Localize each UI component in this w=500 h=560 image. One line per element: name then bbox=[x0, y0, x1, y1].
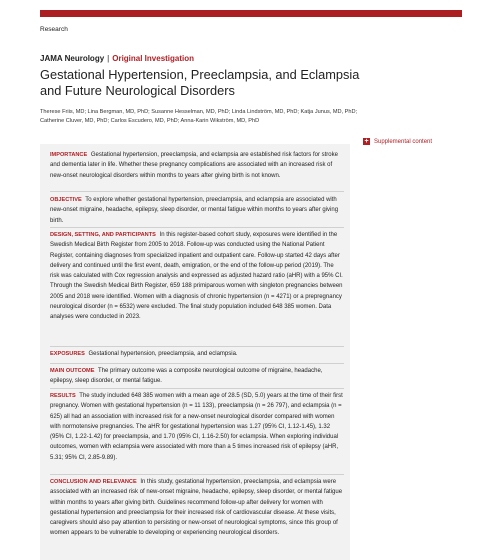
supplemental-content-link[interactable] bbox=[363, 138, 432, 145]
divider bbox=[50, 474, 344, 475]
article-title: Gestational Hypertension, Preeclampsia, and Eclampsia and Future Neurological Disorders bbox=[40, 67, 360, 98]
plus-icon: + bbox=[364, 138, 369, 145]
outcome-heading: MAIN OUTCOME bbox=[50, 368, 95, 374]
exposures-text: Gestational hypertension, preeclampsia, and eclampsia. bbox=[88, 351, 238, 357]
results-text: The study included 648 385 women with a mean age of 28.5 (SD, 5.0) years at the time of their first pregnancy. Women with gestational hypertension (n = 11 133), preeclampsia (n = 26 797), and eclampsia (n = 625) all had an association with increased risk for a new-onset neurological disorder compared with women with normotensive pregnancies. The aHR for gestational hypertension was 1.27 (95% CI, 1.12-1.45), 1.32 (95% CI, 1.22-1.42) for preeclampsia, and 1.70 (95% CI, 1.16-2.50) for eclampsia. When exploring individual outcomes, women with eclampsia were associated with more than a 5 times increased risk of epilepsy (aHR, 5.31; 95% CI, 2.85-9.89). bbox=[50, 393, 343, 461]
journal-separator: | bbox=[107, 54, 110, 63]
abstract-outcome bbox=[50, 366, 344, 387]
top-accent-bar bbox=[40, 10, 462, 17]
outcome-text: The primary outcome was a composite neurological outcome of migraine, headache, epilepsy, sleep disorder, or mental fatigue. bbox=[50, 368, 323, 385]
abstract-design bbox=[50, 230, 344, 323]
importance-text: Gestational hypertension, preeclampsia, and eclampsia are established risk factors for stroke and dementia later in life. Whether these pregnancy complications are associated with an increased risk of new-onset neurological disorders within months to years after giving birth is not known. bbox=[50, 152, 338, 179]
divider bbox=[50, 388, 344, 389]
divider bbox=[50, 346, 344, 347]
author-list: Therese Friis, MD; Lina Bergman, MD, PhD; Susanne Hesselman, MD, PhD; Linda Lindström, MD, PhD; Katja Junus, MD, PhD; Catherine Cluver, MD, PhD; Carlos Escudero, MD, PhD; Anna-Karin Wikström, MD, PhD bbox=[40, 109, 358, 124]
divider bbox=[50, 191, 344, 192]
divider bbox=[50, 363, 344, 364]
abstract-importance bbox=[50, 150, 344, 181]
design-heading: DESIGN, SETTING, AND PARTICIPANTS bbox=[50, 232, 156, 238]
objective-heading: OBJECTIVE bbox=[50, 197, 82, 203]
conclusion-text: In this study, gestational hypertension, preeclampsia, and eclampsia were associated with an increased risk of new-onset migraine, headache, epilepsy, sleep disorder, or mental fatigue within months to years after giving birth. Guidelines recommend follow-up after delivery for women with gestational hypertension and preeclampsia for their increased risk of cardiovascular disease. At these visits, caregivers should also pay attention to persisting or new-onset of neurological symptoms, since this group of women appears to be vulnerable to developing or experiencing neurological disorders. bbox=[50, 479, 343, 537]
importance-heading: IMPORTANCE bbox=[50, 152, 88, 158]
journal-name: JAMA Neurology bbox=[40, 54, 105, 63]
journal-line bbox=[40, 54, 194, 63]
exposures-heading: EXPOSURES bbox=[50, 351, 85, 357]
abstract-conclusion bbox=[50, 477, 344, 539]
results-heading: RESULTS bbox=[50, 393, 76, 399]
design-text: In this register-based cohort study, exposures were identified in the Swedish Medical Birth Register from 2005 to 2018. Follow-up was conducted using the National Patient Register, containing diagnoses from specialized inpatient and outpatient care. Follow-up started 42 days after delivery and continued until the first event, death, emigration, or the end of the follow-up period (2019). The risk was calculated with Cox regression analysis and expressed as adjusted hazard ratio (aHR) with a 95% CI. Through the Swedish Medical Birth Register, 659 188 primiparous women with singleton pregnancies between 2005 and 2018 were identified. Women with a diagnosis of chronic hypertension (n = 4271) or a prepregnancy neurological disorder (n = 6532) were excluded. The final study population included 648 385 women. Data analyses were conducted in 2023. bbox=[50, 232, 343, 321]
abstract-objective bbox=[50, 195, 344, 226]
divider bbox=[50, 227, 344, 228]
abstract-results bbox=[50, 391, 344, 463]
abstract-exposures bbox=[50, 349, 344, 359]
article-type: Original Investigation bbox=[112, 54, 195, 63]
supplemental-label: Supplemental content bbox=[374, 138, 433, 145]
abstract-box bbox=[40, 144, 350, 560]
conclusion-heading: CONCLUSION AND RELEVANCE bbox=[50, 479, 137, 485]
section-label: Research bbox=[40, 26, 68, 33]
objective-text: To explore whether gestational hypertension, preeclampsia, and eclampsia are associated with new-onset migraine, headache, epilepsy, sleep disorder, or mental fatigue within months to years after giving birth. bbox=[50, 197, 339, 224]
